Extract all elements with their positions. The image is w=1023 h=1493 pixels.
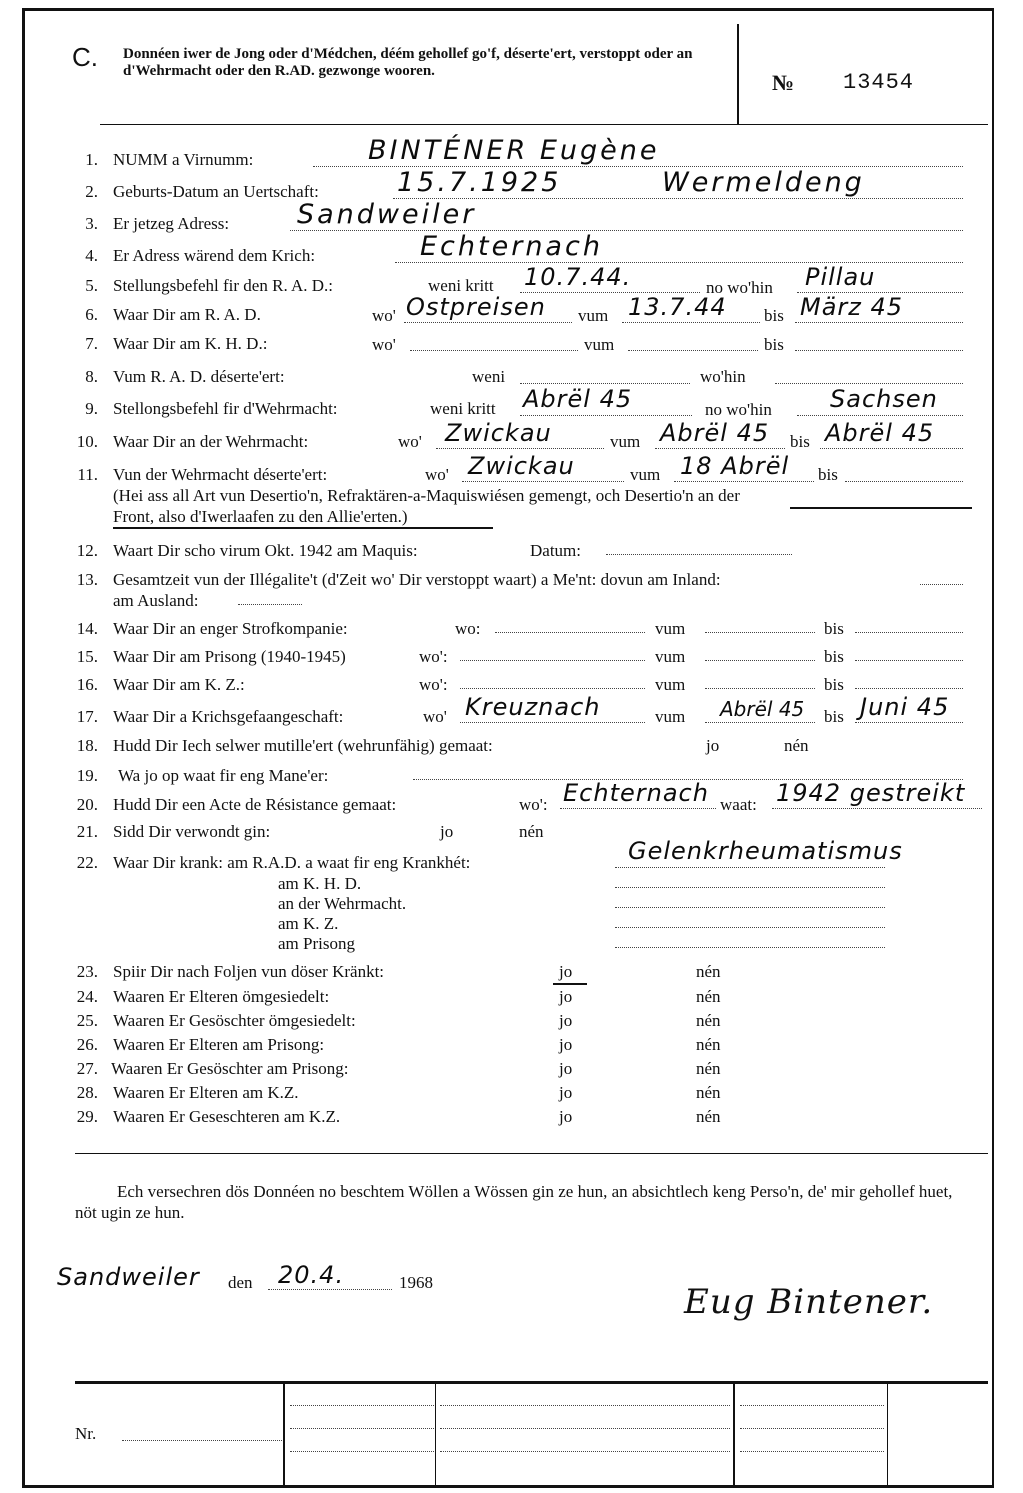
line-number: 14. <box>76 619 98 638</box>
field-label-prisong: Waar Dir am Prisong (1940-1945) <box>113 647 346 666</box>
fill-line <box>495 632 645 633</box>
krank-sub-khd: am K. H. D. <box>278 874 362 893</box>
label-wo: wo' <box>425 465 449 484</box>
field-label-elteren-kz: Waaren Er Elteren am K.Z. <box>113 1083 299 1102</box>
option-nen: nén <box>784 736 809 755</box>
line-number: 22. <box>76 853 98 872</box>
section-separator <box>75 1153 988 1154</box>
field-label-gesoschter-omgesiedelt: Waaren Er Gesöschter ömgesiedelt: <box>113 1011 356 1030</box>
hw-pow-where: Kreuznach <box>465 693 601 721</box>
line-number: 8. <box>85 367 98 386</box>
krank-sub-kz: am K. Z. <box>278 914 339 933</box>
fill-line <box>855 722 963 723</box>
label-bis: bis <box>824 647 844 666</box>
field-label-foljen: Spiir Dir nach Foljen vun döser Kränkt: <box>113 962 385 981</box>
label-wo: wo' <box>398 432 422 451</box>
option-nen: nén <box>696 962 721 981</box>
footer-column-divider <box>283 1383 285 1485</box>
form-letter: C. <box>72 42 98 72</box>
label-vum: vum <box>610 432 641 451</box>
footer-column-divider <box>435 1383 436 1485</box>
label-weni-kritt: weni kritt <box>428 276 494 295</box>
line-number: 29. <box>76 1107 98 1126</box>
label-wo: wo' <box>372 335 396 354</box>
hw-birth-date: 15.7.1925 <box>397 167 562 198</box>
label-wo: wo': <box>519 795 548 814</box>
hw-rad-order-date: 10.7.44. <box>524 263 632 291</box>
field-label-maquis: Waart Dir scho virum Okt. 1942 am Maquis: <box>113 541 418 560</box>
form-title: Donnéen iwer de Jong oder d'Médchen, déém gehollef go'f, déserte'ert, verstoppt oder an d'Wehrmacht oder den R.AD. gezwonge wooren. <box>123 46 693 79</box>
fill-line <box>460 722 645 723</box>
fill-line <box>460 660 645 661</box>
label-wohin: wo'hin <box>700 367 746 386</box>
line-number: 17. <box>76 707 98 726</box>
label-vum: vum <box>655 675 686 694</box>
fill-line <box>797 415 963 416</box>
fill-line <box>845 481 963 482</box>
fill-line <box>395 262 963 263</box>
line-number: 10. <box>76 432 98 451</box>
header-bottom-rule <box>100 124 988 125</box>
label-waat: waat: <box>720 795 757 814</box>
fill-line <box>290 1428 434 1429</box>
label-ausland: am Ausland: <box>113 591 199 610</box>
line-number: 28. <box>76 1083 98 1102</box>
hw-date-signed: 20.4. <box>278 1261 345 1289</box>
fill-line <box>615 867 885 868</box>
option-nen: nén <box>696 1059 721 1078</box>
label-datum: Datum: <box>530 541 581 560</box>
fill-line <box>855 632 963 633</box>
fill-line <box>820 448 963 449</box>
fill-line <box>440 1451 730 1452</box>
field-label-wm-order: Stellongsbefehl fir d'Wehrmacht: <box>113 399 338 418</box>
field-label-wm: Waar Dir an der Wehrmacht: <box>113 432 309 451</box>
label-wo: wo' <box>372 306 396 325</box>
field-label-gesoschter-prisong: Waaren Er Gesöschter am Prisong: <box>111 1059 349 1078</box>
header-divider <box>737 24 739 124</box>
hw-name: BINTÉNER Eugène <box>368 135 660 166</box>
hw-wm-order-date: Abrël 45 <box>523 385 633 413</box>
line-number: 25. <box>76 1011 98 1030</box>
hw-rad-where: Ostpreisen <box>406 293 546 321</box>
field-label-illegalite: Gesamtzeit vun der Illégalite't (d'Zeit wo' Dir verstoppt waart) a Me'nt: dovun am Inland: <box>113 570 721 589</box>
hw-desert-from: 18 Abrël <box>680 452 790 480</box>
option-nen: nén <box>519 822 544 841</box>
label-bis: bis <box>824 619 844 638</box>
fill-line <box>560 808 716 809</box>
label-bis: bis <box>824 707 844 726</box>
fill-line <box>290 230 963 231</box>
hw-desert-where: Zwickau <box>468 452 575 480</box>
field-label-mutilleert: Hudd Dir Iech selwer mutille'ert (wehrunfähig) gemaat: <box>113 736 493 755</box>
field-label-birth: Geburts-Datum an Uertschaft: <box>113 182 319 201</box>
label-vum: vum <box>655 647 686 666</box>
line-number: 2. <box>85 182 98 201</box>
underline-mark <box>790 507 972 509</box>
option-jo: jo <box>559 987 573 1006</box>
option-jo: jo <box>559 1083 573 1102</box>
hw-current-address: Sandweiler <box>297 199 477 230</box>
line-number: 3. <box>85 214 98 233</box>
label-vum: vum <box>584 335 615 354</box>
field-label-krichsgefaangeschaft: Waar Dir a Krichsgefaangeschaft: <box>113 707 344 726</box>
field-label-kz: Waar Dir am K. Z.: <box>113 675 245 694</box>
label-vum: vum <box>578 306 609 325</box>
field-label-krank: Waar Dir krank: am R.A.D. a waat fir eng Krankhét: <box>113 853 471 872</box>
fill-line <box>795 322 963 323</box>
line-number: 9. <box>85 399 98 418</box>
fill-line <box>705 660 815 661</box>
krank-sub-prisong: am Prisong <box>278 934 355 953</box>
field-label-war-address: Er Adress wärend dem Krich: <box>113 246 316 265</box>
fill-line <box>122 1440 282 1441</box>
fill-line <box>855 688 963 689</box>
fill-line <box>615 927 885 928</box>
krank-sub-wehrmacht: an der Wehrmacht. <box>278 894 407 913</box>
footer-bottom-rule <box>22 1485 994 1488</box>
label-den: den <box>228 1273 253 1292</box>
signature: Eug Bintener. <box>684 1282 934 1322</box>
fill-line <box>462 481 624 482</box>
field-label-wm-desert: Vun der Wehrmacht déserte'ert: <box>113 465 328 484</box>
fill-line <box>440 1428 730 1429</box>
fill-line <box>740 1428 884 1429</box>
hw-resist-where: Echternach <box>563 779 709 807</box>
label-wo: wo: <box>455 619 481 638</box>
option-jo: jo <box>440 822 454 841</box>
field-label-khd: Waar Dir am K. H. D.: <box>113 334 268 353</box>
field-label-elteren-prisong: Waaren Er Elteren am Prisong: <box>113 1035 325 1054</box>
field-label-strofkompanie: Waar Dir an enger Strofkompanie: <box>113 619 348 638</box>
fill-line <box>410 350 578 351</box>
label-weni-kritt: weni kritt <box>430 399 496 418</box>
field-label-resistance: Hudd Dir een Acte de Résistance gemaat: <box>113 795 397 814</box>
label-bis: bis <box>764 335 784 354</box>
label-no-wohin: no wo'hin <box>705 400 772 419</box>
field-label-name: NUMM a Virnumm: <box>113 150 254 169</box>
option-nen: nén <box>696 1107 721 1126</box>
fill-line <box>795 350 963 351</box>
option-nen: nén <box>696 1083 721 1102</box>
fill-line <box>615 887 885 888</box>
option-jo: jo <box>559 1011 573 1030</box>
hw-illness: Gelenkrheumatismus <box>628 837 903 865</box>
line-number: 24. <box>76 987 98 1006</box>
option-nen: nén <box>696 1011 721 1030</box>
field-label-maneer: Wa jo op waat fir eng Mane'er: <box>118 766 329 785</box>
hw-resist-what: 1942 gestreikt <box>776 779 966 807</box>
line-number: 27. <box>76 1059 98 1078</box>
hw-wm-to: Abrël 45 <box>825 419 935 447</box>
line-number: 13. <box>76 570 98 589</box>
label-bis: bis <box>824 675 844 694</box>
fill-line <box>705 632 815 633</box>
hw-rad-from: 13.7.44 <box>628 293 727 321</box>
option-jo: jo <box>559 1107 573 1126</box>
line-number: 23. <box>76 962 98 981</box>
label-no-wohin: no wo'hin <box>706 278 773 297</box>
label-wo: wo': <box>419 647 448 666</box>
option-jo: jo <box>559 1059 573 1078</box>
label-vum: vum <box>630 465 661 484</box>
line-number: 15. <box>76 647 98 666</box>
underline-mark <box>113 527 493 529</box>
line-number: 11. <box>77 465 98 484</box>
footer-column-divider <box>733 1383 735 1485</box>
field-label-address: Er jetzeg Adress: <box>113 214 230 233</box>
fill-line <box>238 604 302 605</box>
hw-birth-place: Wermeldeng <box>662 167 865 198</box>
field-label-verwondt: Sidd Dir verwondt gin: <box>113 822 271 841</box>
fill-line <box>740 1451 884 1452</box>
fill-line <box>622 322 760 323</box>
fill-line <box>290 1405 434 1406</box>
fill-line <box>290 1451 434 1452</box>
label-bis: bis <box>790 432 810 451</box>
label-wo: wo': <box>419 675 448 694</box>
note-line-1: (Hei ass all Art vun Desertio'n, Refraktären-a-Maquiswiésen gemengt, och Desertio'n an der <box>113 486 740 505</box>
label-vum: vum <box>655 619 686 638</box>
line-number: 12. <box>76 541 98 560</box>
line-number: 26. <box>76 1035 98 1054</box>
line-number: 7. <box>85 334 98 353</box>
fill-line <box>740 1405 884 1406</box>
fill-line <box>772 808 982 809</box>
line-number: 5. <box>85 276 98 295</box>
fill-line <box>674 481 814 482</box>
line-number: 21. <box>76 822 98 841</box>
number-label: № <box>772 70 795 95</box>
label-weni: weni <box>472 367 506 386</box>
field-label-rad-order: Stellungsbefehl fir den R. A. D.: <box>113 276 334 295</box>
label-wo: wo' <box>423 707 447 726</box>
fill-line <box>393 198 963 199</box>
label-bis: bis <box>764 306 784 325</box>
fill-line <box>460 688 645 689</box>
line-number: 20. <box>76 795 98 814</box>
fill-line <box>440 1405 730 1406</box>
fill-line <box>436 448 604 449</box>
line-number: 16. <box>76 675 98 694</box>
note-line-2: Front, also d'Iwerlaafen zu den Allie'erten.) <box>113 507 408 526</box>
label-vum: vum <box>655 707 686 726</box>
option-jo: jo <box>706 736 720 755</box>
fill-line <box>615 947 885 948</box>
fill-line <box>606 554 792 555</box>
hw-wm-where: Zwickau <box>445 419 552 447</box>
line-number: 1. <box>85 150 98 169</box>
line-number: 19. <box>76 766 98 785</box>
option-jo: jo <box>559 1035 573 1054</box>
label-bis: bis <box>818 465 838 484</box>
fill-line <box>920 584 963 585</box>
footer-column-divider <box>887 1383 888 1485</box>
label-year: 1968 <box>399 1273 433 1292</box>
hw-wm-from: Abrël 45 <box>660 419 770 447</box>
footer-nr-label: Nr. <box>75 1424 97 1443</box>
field-label-elteren-omgesiedelt: Waaren Er Elteren ömgesiedelt: <box>113 987 330 1006</box>
hw-rad-order-place: Pillau <box>805 263 876 291</box>
fill-line <box>615 907 885 908</box>
fill-line <box>855 660 963 661</box>
fill-line <box>705 688 815 689</box>
hw-place-signed: Sandweiler <box>57 1263 200 1291</box>
field-label-geseschteren-kz: Waaren Er Geseschteren am K.Z. <box>113 1107 341 1126</box>
option-nen: nén <box>696 1035 721 1054</box>
fill-line <box>655 448 785 449</box>
field-label-rad: Waar Dir am R. A. D. <box>113 305 261 324</box>
fill-line <box>404 322 572 323</box>
option-nen: nén <box>696 987 721 1006</box>
fill-line <box>628 350 758 351</box>
hw-rad-to: März 45 <box>800 293 904 321</box>
declaration-text: Ech versechren dös Donnéen no beschtem Wöllen a Wössen gin ze hun, an absichtlech keng Perso'n, de' mir gehollef huet, nöt ugin ze hun. <box>75 1182 953 1222</box>
line-number: 4. <box>85 246 98 265</box>
line-number: 18. <box>76 736 98 755</box>
line-number: 6. <box>85 305 98 324</box>
option-jo: jo <box>559 962 573 981</box>
field-label-rad-desert: Vum R. A. D. déserte'ert: <box>113 367 285 386</box>
fill-line <box>520 415 692 416</box>
footer-top-rule <box>75 1381 988 1384</box>
form-number: 13454 <box>843 70 915 95</box>
underline-mark <box>553 983 587 985</box>
hw-pow-to: Juni 45 <box>860 693 950 721</box>
hw-war-address: Echternach <box>420 231 603 262</box>
hw-wm-order-place: Sachsen <box>830 385 938 413</box>
hw-pow-from: Abrël 45 <box>720 697 805 721</box>
